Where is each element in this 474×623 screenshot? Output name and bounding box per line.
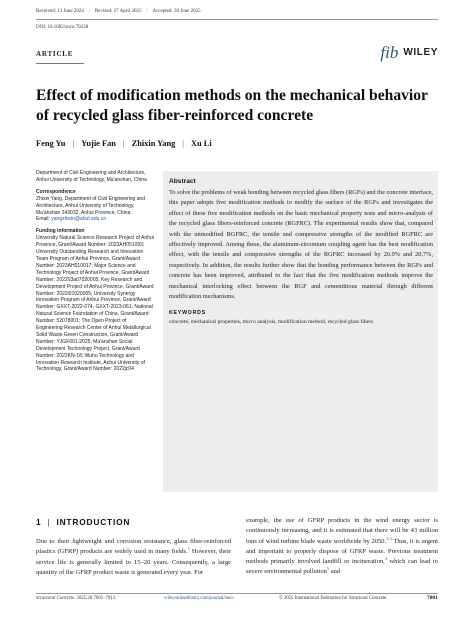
author-list: Feng Yu | Yujie Fan | Zhixin Yang | Xu Li [36,139,212,148]
article-title: Effect of modification methods on the mechanical behavior of recycled glass fiber-reinforced concrete [36,87,428,124]
keywords-heading: KEYWORDS [169,310,206,317]
abstract-heading: Abstract [169,178,196,185]
funding-text: University Natural Science Research Project of Anhui Province, Grant/Award Number: 2023AH051093; University Outstanding Research and Innovation Team Program of Anhui Province, Grant/Award Number: 2023AH010017; Major Science and Technology Project of Anhui Province, Grant/Award Number: 202203a07020005; Key Research and Development Project of Anhui Province, Grant/Award Number: 2022i01020005; University Synergy Innovation Program of Anhui Province, Grant/Award Number: GXXT-2022-074, GXXT-2023-061; National Natural Science Foundation of China, Grant/Award Number: 52078001; The Open Project of Engineering Research Center of Anhui Metallurgical Solid Waste Green Construction, Grant/Award Number: YJGF001-2025; Ma'anshan Social Development Technology Project, Grant/Award Number: 2022KN-18; Wuhu Technology and Innovation Research Institute, Anhui University of Technology, Grant/Award Number: 2022jc04 [36,235,154,373]
journal-citation [36,596,116,601]
journal-url[interactable]: wileyonlinelibrary.com/journal/suco [164,596,234,601]
header-divider [36,19,438,20]
intro-paragraph-left [36,537,231,578]
section-number: 1 [36,517,42,527]
intro-text: which can lead to severe environmental pollution [246,558,438,576]
section-heading-introduction: 1 | INTRODUCTION [36,517,131,527]
intro-text: Due to their lightweight and corrosion resistance, glass fiber-reinforced plastics (GFRP) products are widely used in many fields. [36,538,231,556]
keywords-list: concrete, mechanical properties, micro analysis, modification method, recycled glass fibers [169,319,374,326]
abstract-panel [163,171,438,492]
intro-text: Thus, it is urgent and important to properly dispose of GFRP waste. Previous treatment methods primarily involved landfill or incineration, [246,537,438,566]
author-name[interactable]: Yujie Fan [81,139,116,148]
intro-paragraph-right [246,516,438,578]
author-name[interactable]: Xu Li [190,139,212,148]
author-name[interactable]: Zhixin Yang [131,139,176,148]
correspondence-text: Zhixin Yang, Department of Civil Engineering and Architecture, Anhui University of Technology, Ma'anshan 243032, Anhui Province, China. [36,195,146,216]
copyright: © 2025 International Federation for Structural Concrete. [279,596,388,601]
citation-ref[interactable]: 5 [326,566,330,572]
article-sidebar [36,170,154,373]
publication-dates: Received: 13 June 2024 | Revised: 27 April 2025 | Accepted: 30 June 2025 [36,9,201,14]
funding-heading: Funding information [36,228,85,235]
received-date: Received: 13 June 2024 [36,9,84,14]
correspondence-heading: Correspondence [36,188,76,195]
email-line [36,216,154,223]
footer-divider [36,593,438,594]
intro-text: example, the use of GFRP products in the wind energy sector is continuously increasing, and it is estimated that there will be 43 million tons of wind turbine blade waste worldwide by 2050. [246,517,438,545]
author-name[interactable]: Feng Yu [36,139,66,148]
section-title: INTRODUCTION [56,517,131,527]
accepted-date: Accepted: 30 June 2025 [152,9,201,14]
email-link[interactable]: yangzhixin@ahut.edu.cn [51,216,107,223]
revised-date: Revised: 27 April 2025 [94,9,142,14]
intro-text: and [329,568,341,576]
publisher-logo [380,44,438,61]
email-label: Email: [36,216,52,223]
intro-text: However, their service life is generally limited to 15–20 years. Consequently, a large quantity of the GFRP product waste is generated every year. For [36,548,231,576]
abstract-text: To solve the problems of weak bonding between recycled glass fibers (RGFs) and the concrete interface, this paper adopts five modification methods to modify the surface of the RGFs and investigates the effect of these five modification methods on the basic mechanical property tests and micro-analysis of the recycled glass fibers-reinforced concrete (RGFRC). The experimental results show that, compared with the unmodified RGFRC, the tensile and compressive strengths of the modified RGFRC are effectively improved. Among these, the aluminum-zirconium coupling agent has the best modification effect, with the tensile and compressive strengths of the RGFRC increased by 20.9% and 20.7%, respectively. In addition, the results further show that the bonding performance between the RGFs and concrete has been improved, attributed to the fact that the five modification methods improve the mechanical interlocking effect between the RGF and cementitious material through different modification mechanisms. [169,189,433,301]
article-type-divider [36,63,84,64]
article-type: ARTICLE [36,50,74,58]
volume-pages: 2025;26:7001–7013. [75,596,117,601]
fib-logo: fib [380,43,399,62]
citation-ref[interactable]: 2,3 [386,535,392,541]
affiliation: Department of Civil Engineering and Architecture, Anhui University of Technology, Ma'anshan, China [36,170,147,183]
citation-ref[interactable]: 4 [384,556,387,562]
doi[interactable]: DOI: 10.1002/suco.70238 [36,25,89,30]
wiley-logo: WILEY [403,47,438,58]
page-number: 7001 [426,595,438,601]
journal-name: Structural Concrete. [36,596,76,601]
citation-ref[interactable]: 1 [187,546,190,552]
